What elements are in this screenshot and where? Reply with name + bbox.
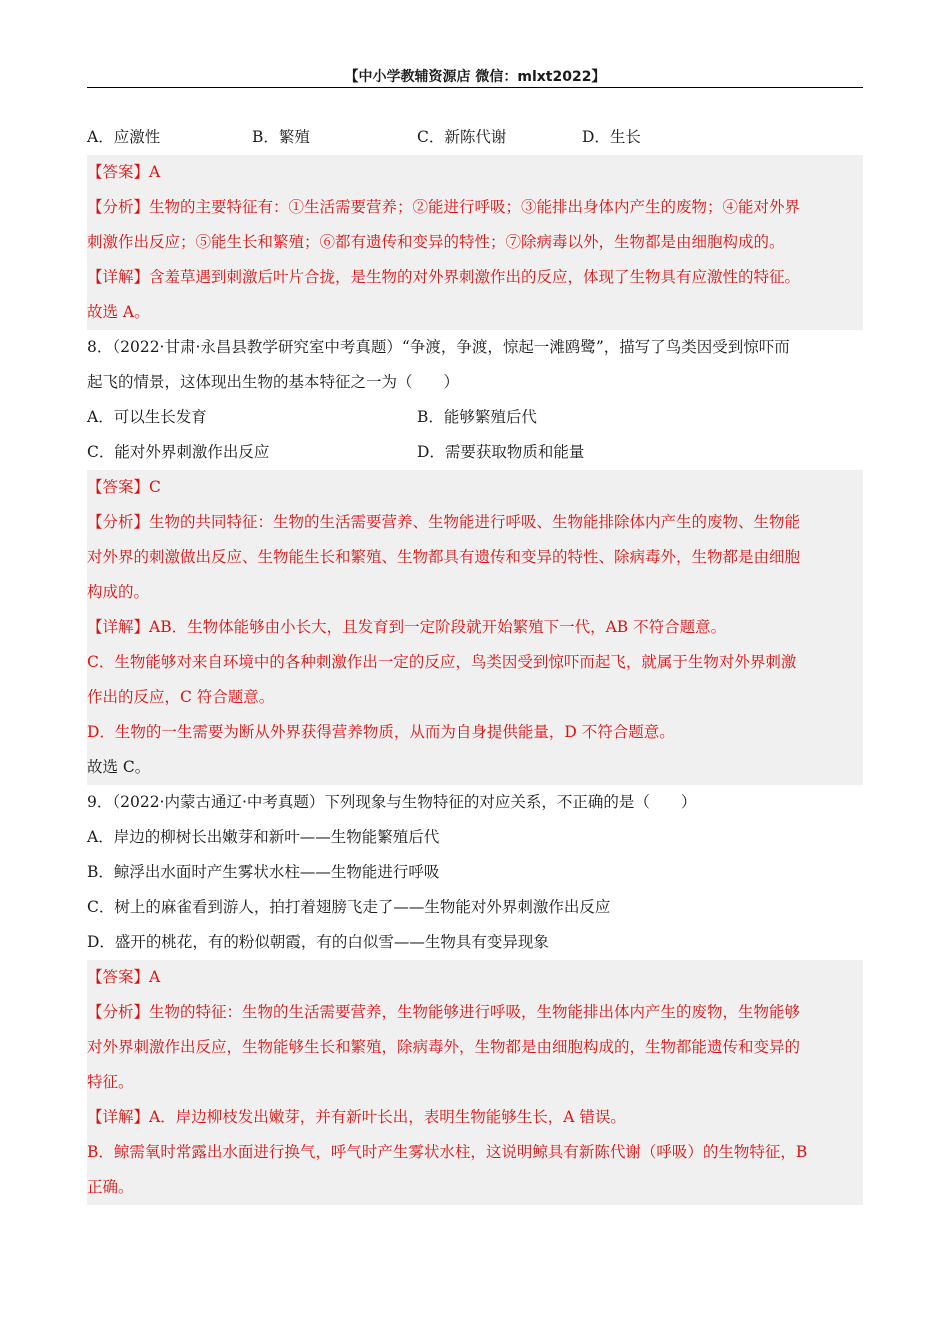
q9-option-d: D．盛开的桃花，有的粉似朝霞，有的白似雪——生物具有变异现象 xyxy=(87,933,549,951)
q9-detail-b-cont: 正确。 xyxy=(87,1178,134,1196)
document-body xyxy=(87,120,863,1205)
answer-label: 【答案】 xyxy=(87,478,150,496)
q7-option-b: B．繁殖 xyxy=(252,128,310,146)
q7-conclusion: 故选 A。 xyxy=(87,303,150,321)
detail-text: AB．生物体能够由小长大，且发育到一定阶段就开始繁殖下一代，AB 不符合题意。 xyxy=(149,618,727,636)
detail-label: 【详解】 xyxy=(87,618,150,636)
q8-answer xyxy=(87,470,863,505)
analysis-text: 生物的主要特征有：①生活需要营养；②能进行呼吸；③能排出身体内产生的废物；④能对外界 xyxy=(149,198,801,216)
q9-analysis-cont: 对外界刺激作出反应，生物能够生长和繁殖，除病毒外，生物都是由细胞构成的，生物都能遗传和变异的 xyxy=(87,1038,801,1056)
detail-label: 【详解】 xyxy=(87,268,150,286)
q7-option-a: A．应激性 xyxy=(87,128,161,146)
q8-solution xyxy=(87,470,863,785)
analysis-label: 【分析】 xyxy=(87,513,150,531)
analysis-label: 【分析】 xyxy=(87,198,150,216)
q9-solution xyxy=(87,960,863,1205)
q8-option-d: D．需要获取物质和能量 xyxy=(417,443,585,461)
q8-detail-c: C．生物能够对来自环境中的各种刺激作出一定的反应，鸟类因受到惊吓而起飞，就属于生物对外界刺激 xyxy=(87,653,797,671)
q7-answer xyxy=(87,155,863,190)
q7-options xyxy=(87,120,863,155)
q8-analysis-cont2: 构成的。 xyxy=(87,583,150,601)
q9-detail-b: B．鲸需氧时常露出水面进行换气，呼气时产生雾状水柱，这说明鲸具有新陈代谢（呼吸）的生物特征，B xyxy=(87,1143,808,1161)
q8-option-c: C．能对外界刺激作出反应 xyxy=(87,443,270,461)
q9-option-a: A．岸边的柳树长出嫩芽和新叶——生物能繁殖后代 xyxy=(87,828,440,846)
q8-option-a: A．可以生长发育 xyxy=(87,408,207,426)
q9-stem: 9．（2022·内蒙古通辽·中考真题）下列现象与生物特征的对应关系，不正确的是（ ） xyxy=(87,793,697,811)
answer-label: 【答案】 xyxy=(87,968,150,986)
header-divider xyxy=(87,87,863,88)
q8-stem-cont: 起飞的情景，这体现出生物的基本特征之一为（ ） xyxy=(87,373,460,391)
q8-detail xyxy=(87,610,863,645)
detail-label: 【详解】 xyxy=(87,1108,150,1126)
q9-answer xyxy=(87,960,863,995)
detail-text: A．岸边柳枝发出嫩芽，并有新叶长出，表明生物能够生长，A 错误。 xyxy=(149,1108,626,1126)
analysis-text: 生物的特征：生物的生活需要营养，生物能够进行呼吸，生物能排出体内产生的废物，生物能够 xyxy=(149,1003,801,1021)
q9-analysis-cont2: 特征。 xyxy=(87,1073,134,1091)
answer-value: A xyxy=(149,163,161,181)
answer-label: 【答案】 xyxy=(87,163,150,181)
q7-analysis xyxy=(87,190,863,225)
q9-analysis xyxy=(87,995,863,1030)
q8-options-row1 xyxy=(87,400,863,435)
q8-detail-d: D．生物的一生需要为断从外界获得营养物质，从而为自身提供能量，D 不符合题意。 xyxy=(87,723,675,741)
analysis-label: 【分析】 xyxy=(87,1003,150,1021)
q8-options-row2 xyxy=(87,435,863,470)
q7-solution xyxy=(87,155,863,330)
q7-option-c: C．新陈代谢 xyxy=(417,128,507,146)
detail-text: 含羞草遇到刺激后叶片合拢，是生物的对外界刺激作出的反应，体现了生物具有应激性的特征。 xyxy=(149,268,801,286)
q9-option-c: C．树上的麻雀看到游人，拍打着翅膀飞走了——生物能对外界刺激作出反应 xyxy=(87,898,611,916)
analysis-text: 生物的共同特征：生物的生活需要营养、生物能进行呼吸、生物能排除体内产生的废物、生物能 xyxy=(149,513,801,531)
q8-analysis-cont: 对外界的刺激做出反应、生物能生长和繁殖、生物都具有遗传和变异的特性、除病毒外，生物都是由细胞 xyxy=(87,548,801,566)
answer-value: C xyxy=(149,478,161,496)
q7-detail xyxy=(87,260,863,295)
q8-stem: 8．（2022·甘肃·永昌县教学研究室中考真题）“争渡，争渡，惊起一滩鸥鹭”，描写了鸟类因受到惊吓而 xyxy=(87,338,790,356)
q7-analysis-cont: 刺激作出反应；⑤能生长和繁殖；⑥都有遗传和变异的特性；⑦除病毒以外，生物都是由细胞构成的。 xyxy=(87,233,785,251)
q9-detail xyxy=(87,1100,863,1135)
q8-option-b: B．能够繁殖后代 xyxy=(417,408,537,426)
q7-option-d: D．生长 xyxy=(582,128,641,146)
q8-analysis xyxy=(87,505,863,540)
q9-option-b: B．鲸浮出水面时产生雾状水柱——生物能进行呼吸 xyxy=(87,863,440,881)
answer-value: A xyxy=(149,968,161,986)
q8-conclusion: 故选 C。 xyxy=(87,758,151,776)
q8-detail-c-cont: 作出的反应，C 符合题意。 xyxy=(87,688,275,706)
page-header: 【中小学教辅资源店 微信：mlxt2022】 xyxy=(344,69,606,85)
